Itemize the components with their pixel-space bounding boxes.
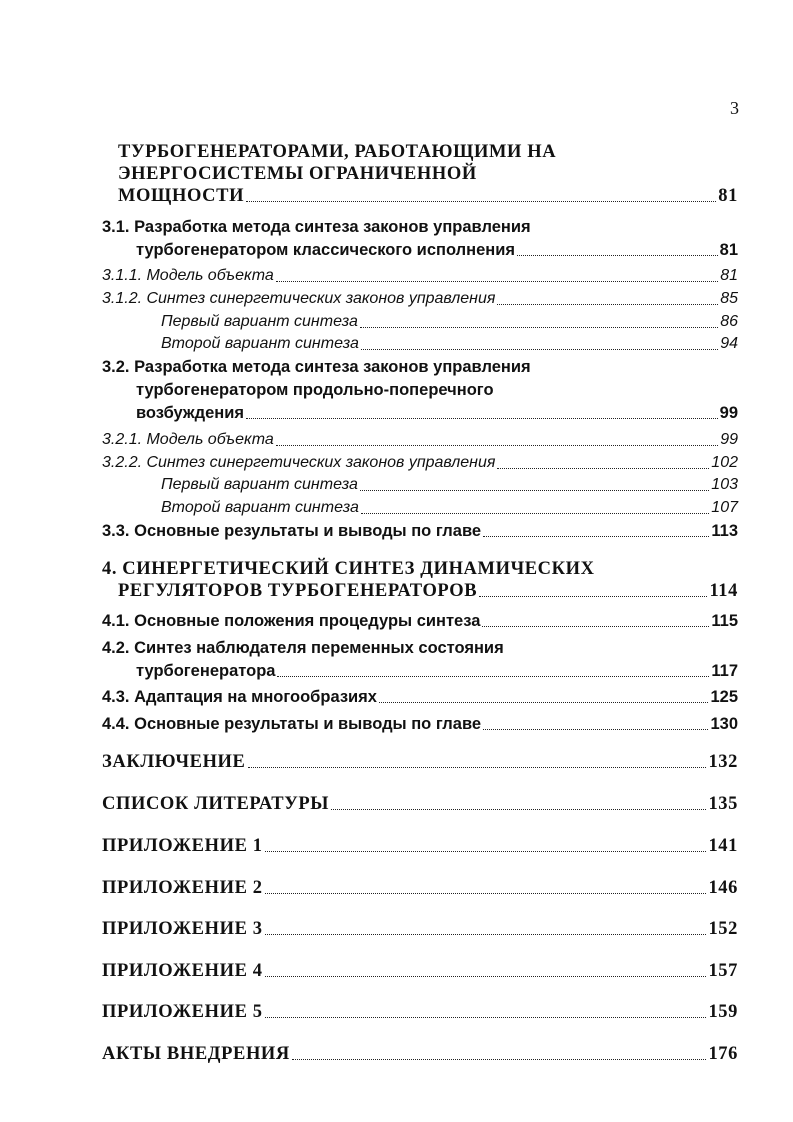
page-ref: 146 [708, 878, 738, 898]
leader-dots [482, 626, 709, 627]
leader-dots [276, 281, 718, 282]
leader-dots [360, 490, 709, 491]
leader-dots [497, 304, 718, 305]
page-ref: 152 [708, 919, 738, 939]
leader-dots [265, 1017, 707, 1018]
toc-appendix-2[interactable]: ПРИЛОЖЕНИЕ 2 146 [102, 878, 738, 898]
page-ref: 130 [710, 715, 738, 733]
page-ref: 99 [720, 431, 738, 448]
toc-4-1[interactable]: 4.1. Основные положения процедуры синтеза 115 [102, 612, 738, 630]
page-ref: 176 [708, 1044, 738, 1064]
leader-dots [265, 851, 707, 852]
toc-3-2-line1: 3.2. Разработка метода синтеза законов управления [102, 358, 531, 376]
page-ref: 94 [720, 335, 738, 352]
toc-ch4-line2[interactable]: РЕГУЛЯТОРОВ ТУРБОГЕНЕРАТОРОВ 114 [118, 581, 738, 601]
page-ref: 114 [709, 581, 738, 601]
page-ref: 125 [710, 688, 738, 706]
leader-dots [265, 893, 707, 894]
leader-dots [265, 976, 707, 977]
toc-3-2-2[interactable]: 3.2.2. Синтез синергетических законов управления 102 [102, 452, 738, 474]
toc-appendix-5[interactable]: ПРИЛОЖЕНИЕ 5 159 [102, 1002, 738, 1022]
leader-dots [497, 468, 709, 469]
leader-dots [361, 513, 709, 514]
toc-3-1-variant-1[interactable]: Первый вариант синтеза 86 [161, 311, 738, 333]
toc-3-1-line2[interactable]: турбогенератором классического исполнения 81 [136, 241, 738, 259]
page-ref: 81 [719, 241, 738, 259]
page-ref: 85 [720, 290, 738, 307]
toc-3-2-line3[interactable]: возбуждения 99 [136, 404, 738, 422]
toc-3-1-1[interactable]: 3.1.1. Модель объекта 81 [102, 265, 738, 287]
leader-dots [292, 1059, 707, 1060]
page-ref: 99 [719, 404, 738, 422]
page-ref: 103 [711, 476, 738, 493]
page-ref: 159 [708, 1002, 738, 1022]
page-ref: 86 [720, 313, 738, 330]
leader-dots [248, 767, 707, 768]
page-number: 3 [730, 98, 739, 118]
toc-ch3-line3[interactable]: МОЩНОСТИ 81 [118, 186, 738, 206]
page-ref: 157 [708, 961, 738, 981]
leader-dots [277, 676, 709, 677]
leader-dots [276, 445, 718, 446]
toc-4-3[interactable]: 4.3. Адаптация на многообразиях 125 [102, 688, 738, 706]
page-ref: 81 [720, 267, 738, 284]
toc-ch3-line1: ТУРБОГЕНЕРАТОРАМИ, РАБОТАЮЩИМИ НА [118, 142, 557, 162]
toc-acts[interactable]: АКТЫ ВНЕДРЕНИЯ 176 [102, 1044, 738, 1064]
page-ref: 132 [708, 752, 738, 772]
leader-dots [361, 349, 718, 350]
toc-3-2-variant-2[interactable]: Второй вариант синтеза 107 [161, 497, 738, 519]
toc-3-1-variant-2[interactable]: Второй вариант синтеза 94 [161, 333, 738, 355]
toc-3-3[interactable]: 3.3. Основные результаты и выводы по главе 113 [102, 522, 738, 540]
toc-appendix-3[interactable]: ПРИЛОЖЕНИЕ 3 152 [102, 919, 738, 939]
page-ref: 141 [708, 836, 738, 856]
leader-dots [265, 934, 707, 935]
toc-ch4-line1: 4. СИНЕРГЕТИЧЕСКИЙ СИНТЕЗ ДИНАМИЧЕСКИХ [102, 559, 595, 579]
leader-dots [246, 201, 716, 202]
page-ref: 113 [711, 522, 738, 540]
toc-3-1-line1: 3.1. Разработка метода синтеза законов управления [102, 218, 531, 236]
toc-appendix-4[interactable]: ПРИЛОЖЕНИЕ 4 157 [102, 961, 738, 981]
toc-references[interactable]: СПИСОК ЛИТЕРАТУРЫ 135 [102, 794, 738, 814]
leader-dots [483, 729, 708, 730]
leader-dots [379, 702, 708, 703]
toc-4-4[interactable]: 4.4. Основные результаты и выводы по главе 130 [102, 715, 738, 733]
toc-4-2-line2[interactable]: турбогенератора 117 [136, 662, 738, 680]
toc-3-2-line2: турбогенератором продольно-поперечного [136, 381, 494, 399]
toc-4-2-line1: 4.2. Синтез наблюдателя переменных состояния [102, 639, 504, 657]
page-ref: 115 [711, 612, 738, 630]
leader-dots [360, 327, 718, 328]
toc-appendix-1[interactable]: ПРИЛОЖЕНИЕ 1 141 [102, 836, 738, 856]
page-ref: 107 [711, 499, 738, 516]
leader-dots [483, 536, 709, 537]
toc-3-2-1[interactable]: 3.2.1. Модель объекта 99 [102, 429, 738, 451]
leader-dots [246, 418, 718, 419]
toc-3-2-variant-1[interactable]: Первый вариант синтеза 103 [161, 474, 738, 496]
toc-ch3-line2: ЭНЕРГОСИСТЕМЫ ОГРАНИЧЕННОЙ [118, 164, 477, 184]
toc-conclusion[interactable]: ЗАКЛЮЧЕНИЕ 132 [102, 752, 738, 772]
page-ref: 81 [718, 186, 738, 206]
page-ref: 135 [708, 794, 738, 814]
page-ref: 117 [711, 662, 738, 680]
leader-dots [517, 255, 718, 256]
page-ref: 102 [711, 454, 738, 471]
leader-dots [331, 809, 706, 810]
leader-dots [479, 596, 707, 597]
toc-3-1-2[interactable]: 3.1.2. Синтез синергетических законов управления 85 [102, 288, 738, 310]
